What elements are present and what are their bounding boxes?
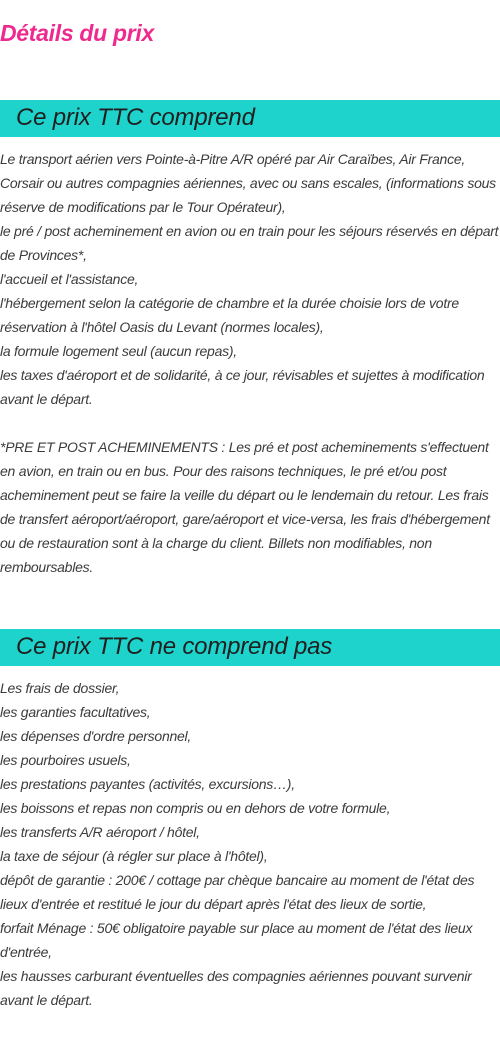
excluded-section-heading: Ce prix TTC ne comprend pas [16, 633, 333, 660]
excluded-item: forfait Ménage : 50€ obligatoire payable sur place au moment de l'état des lieux d'entrée, [0, 920, 473, 960]
excluded-item: les garanties facultatives, [0, 704, 151, 720]
excluded-list [0, 676, 500, 1012]
page-title: Détails du prix [0, 20, 154, 46]
included-item: la formule logement seul (aucun repas), [0, 343, 237, 359]
excluded-item: les hausses carburant éventuelles des compagnies aériennes pouvant survenir avant le départ. [0, 968, 472, 1008]
excluded-item: la taxe de séjour (à régler sur place à l'hôtel), [0, 848, 268, 864]
excluded-item: les boissons et repas non compris ou en dehors de votre formule, [0, 800, 391, 816]
transport-note [0, 435, 500, 579]
excluded-section-header [0, 629, 500, 666]
excluded-item: dépôt de garantie : 200€ / cottage par chèque bancaire au moment de l'état des lieux d'entrée et restitué le jour du départ après l'état des lieux de sortie, [0, 872, 475, 912]
included-item: les taxes d'aéroport et de solidarité, à ce jour, révisables et sujettes à modification avant le départ. [0, 367, 485, 407]
excluded-item: les pourboires usuels, [0, 752, 131, 768]
transport-note-text: *PRE ET POST ACHEMINEMENTS : Les pré et post acheminements s'effectuent en avion, en train ou en bus. Pour des raisons techniques, le pré et/ou post acheminement peut se faire la veille du départ ou le lendemain du retour. Les frais de transfert aéroport/aéroport, gare/aéroport et vice-versa, les frais d'hébergement ou de restauration sont à la charge du client. Billets non modifiables, non remboursables. [0, 439, 490, 575]
excluded-item: les transferts A/R aéroport / hôtel, [0, 824, 200, 840]
excluded-item: les dépenses d'ordre personnel, [0, 728, 192, 744]
included-item: Le transport aérien vers Pointe-à-Pitre A/R opéré par Air Caraïbes, Air France, Corsair ou autres compagnies aériennes, avec ou sans escales, (informations sous réserve de modifications par le Tour Opérateur), [0, 151, 496, 215]
included-item: l'accueil et l'assistance, [0, 271, 139, 287]
included-item: le pré / post acheminement en avion ou en train pour les séjours réservés en départ de Provinces*, [0, 223, 499, 263]
included-list [0, 147, 500, 411]
included-item: l'hébergement selon la catégorie de chambre et la durée choisie lors de votre réservation à l'hôtel Oasis du Levant (normes locales), [0, 295, 459, 335]
excluded-item: Les frais de dossier, [0, 680, 120, 696]
included-section-header [0, 100, 500, 137]
excluded-item: les prestations payantes (activités, excursions…), [0, 776, 295, 792]
included-section-heading: Ce prix TTC comprend [16, 104, 255, 131]
